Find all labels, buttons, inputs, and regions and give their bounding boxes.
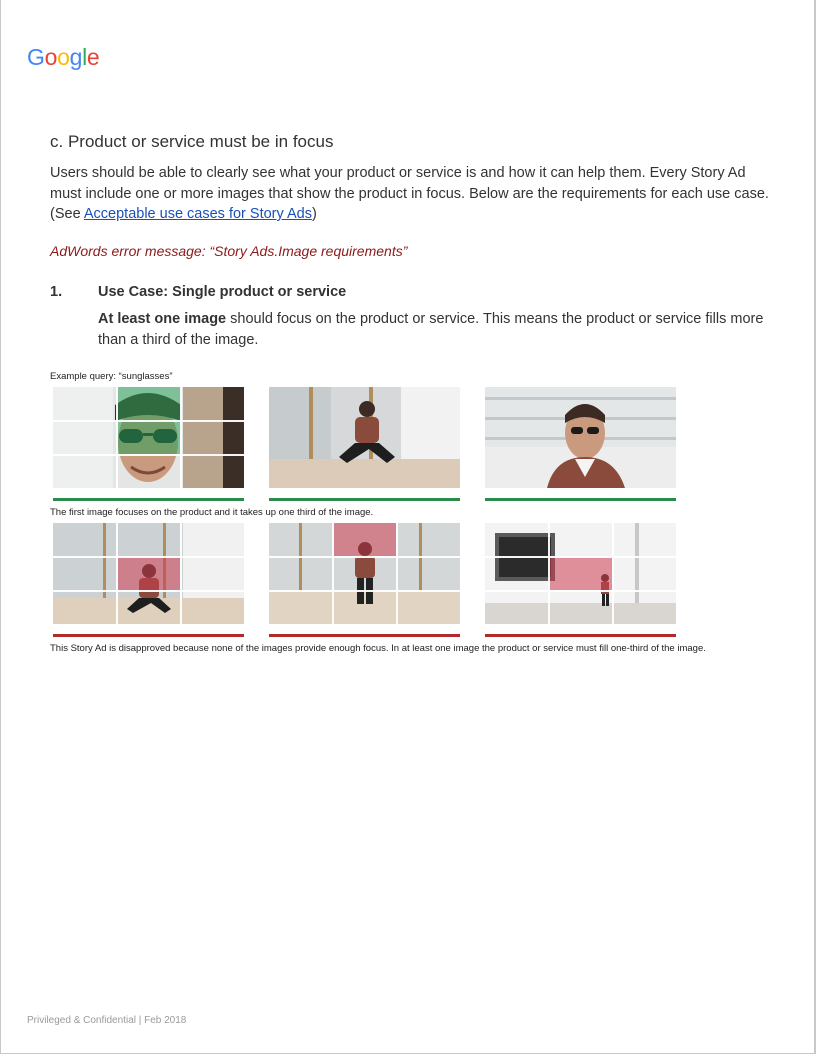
example-query-label: Example query: “sunglasses” — [50, 371, 173, 382]
logo-letter: G — [27, 44, 45, 70]
example-image-sitting — [269, 387, 460, 488]
logo-letter: g — [69, 44, 83, 70]
section-paragraph — [50, 163, 770, 225]
example-image-wide-sitting — [53, 523, 244, 624]
list-number: 1. — [50, 284, 63, 300]
use-case-rest: should focus on the product or service. This means the product or service fills more than a third of the image. — [98, 311, 764, 348]
error-message: AdWords error message: “Story Ads.Image requirements” — [50, 243, 408, 259]
example-image-standing — [269, 523, 460, 624]
logo-letter: o — [44, 44, 58, 70]
logo-letter: e — [86, 44, 100, 70]
disapproved-caption: This Story Ad is disapproved because none of the images provide enough focus. In at least one image the product or service must fill one-third of the image. — [50, 643, 706, 654]
example-image-portrait — [485, 387, 676, 488]
footer-text: Privileged & Confidential | Feb 2018 — [27, 1015, 187, 1026]
logo-letter: o — [57, 44, 70, 70]
example-image-closeup — [53, 387, 244, 488]
paragraph-text: Users should be able to clearly see what your product or service is and how it can help them. Every Story Ad must include one or more images that show the product in focus. Below are the requirements for each use case. (See — [50, 165, 769, 222]
disapproved-underline — [485, 634, 676, 637]
logo-letter: l — [82, 44, 87, 70]
acceptable-use-cases-link[interactable]: Acceptable use cases for Story Ads — [83, 206, 312, 222]
approved-underline — [485, 498, 676, 501]
approved-caption: The first image focuses on the product and it takes up one third of the image. — [50, 507, 374, 518]
use-case-bold: At least one image — [98, 311, 227, 327]
approved-underline — [53, 498, 244, 501]
disapproved-underline — [53, 634, 244, 637]
use-case-title: Use Case: Single product or service — [98, 284, 347, 300]
disapproved-underline — [269, 634, 460, 637]
section-heading: c. Product or service must be in focus — [50, 132, 334, 151]
approved-underline — [269, 498, 460, 501]
example-image-far — [485, 523, 676, 624]
google-logo — [27, 44, 99, 71]
paragraph-end: ) — [311, 206, 317, 222]
use-case-description — [98, 309, 778, 350]
